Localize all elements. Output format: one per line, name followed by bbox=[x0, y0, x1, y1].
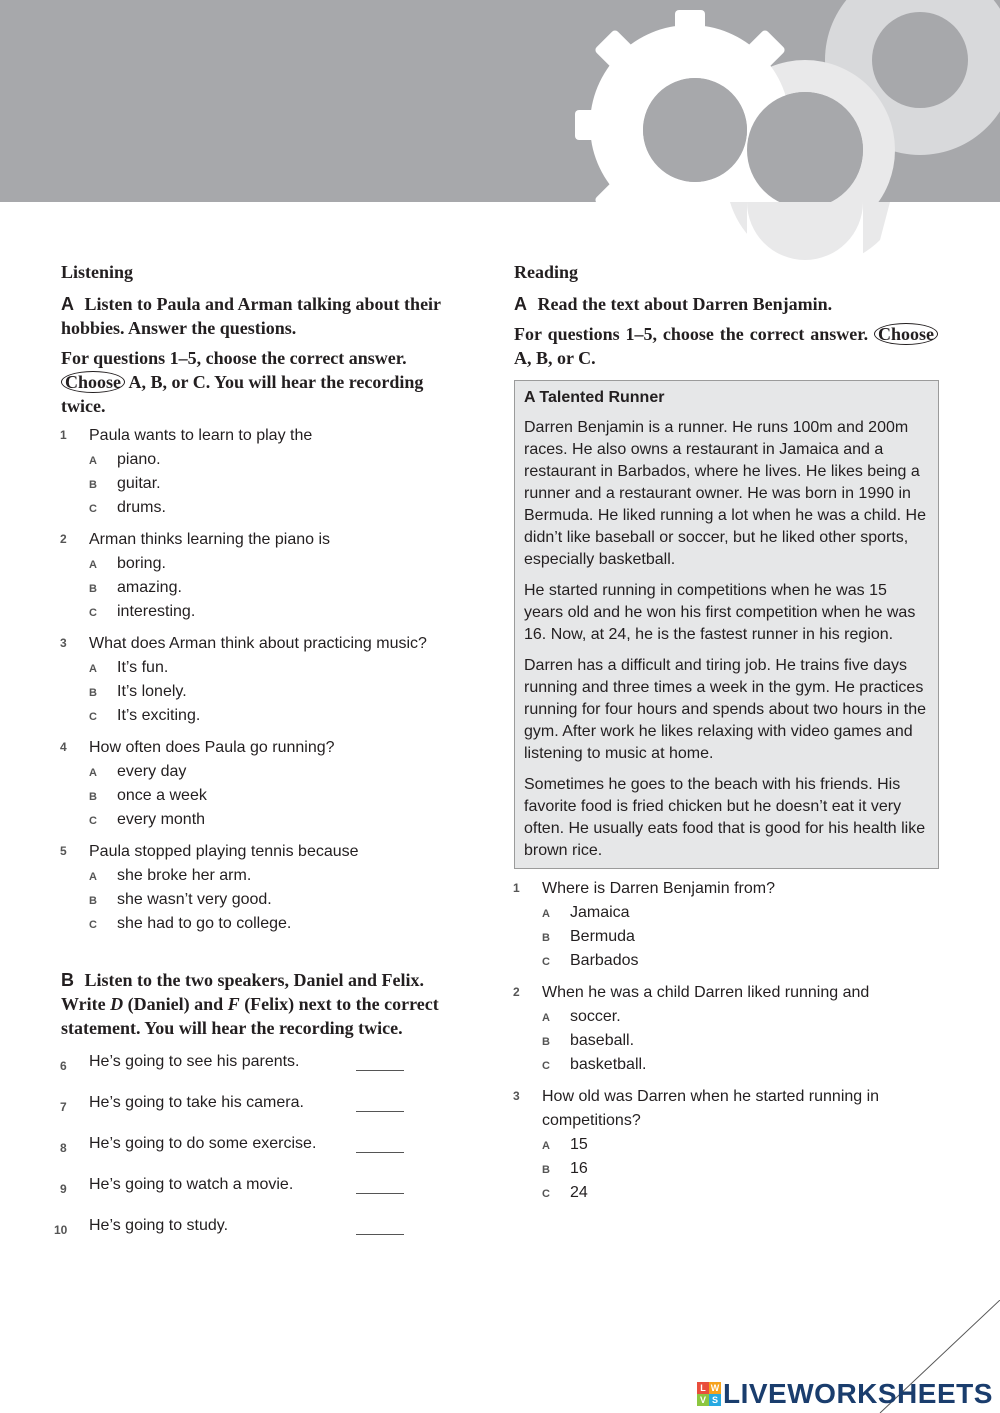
option-text: basketball. bbox=[570, 1056, 647, 1073]
question-text: How old was Darren when he started running in competitions? bbox=[542, 1088, 880, 1129]
question-text: Arman thinks learning the piano is bbox=[89, 531, 331, 548]
circled-word: Choose bbox=[874, 323, 938, 345]
question-item bbox=[61, 424, 461, 520]
option-letter: B bbox=[542, 1164, 550, 1176]
option-text: piano. bbox=[117, 451, 161, 468]
option-letter: C bbox=[89, 711, 97, 723]
option-text: drums. bbox=[117, 499, 166, 516]
option-text: 15 bbox=[570, 1136, 588, 1153]
answer-blank[interactable] bbox=[356, 1193, 404, 1194]
option-letter: C bbox=[542, 956, 550, 968]
answer-option[interactable] bbox=[61, 864, 461, 888]
option-letter: B bbox=[89, 687, 97, 699]
listening-a-instruction: A Listen to Paula and Arman talking about their hobbies. Answer the questions. bbox=[61, 294, 441, 338]
question-number: 4 bbox=[60, 740, 67, 754]
liveworksheets-watermark bbox=[697, 1378, 993, 1410]
option-text: 16 bbox=[570, 1160, 588, 1177]
option-letter: B bbox=[542, 932, 550, 944]
answer-blank[interactable] bbox=[356, 1111, 404, 1112]
question-text: Where is Darren Benjamin from? bbox=[542, 880, 775, 897]
option-letter: B bbox=[89, 479, 97, 491]
answer-option[interactable] bbox=[61, 448, 461, 472]
option-text: 24 bbox=[570, 1184, 588, 1201]
answer-option[interactable] bbox=[514, 901, 938, 925]
question-text: When he was a child Darren liked running and bbox=[542, 984, 870, 1001]
answer-blank[interactable] bbox=[356, 1152, 404, 1153]
question-number: 2 bbox=[60, 532, 67, 546]
answer-option[interactable] bbox=[61, 888, 461, 912]
option-letter: B bbox=[89, 895, 97, 907]
question-text: Paula stopped playing tennis because bbox=[89, 843, 359, 860]
answer-option[interactable] bbox=[514, 1029, 938, 1053]
answer-option[interactable] bbox=[61, 912, 461, 936]
statement-text: He’s going to do some exercise. bbox=[89, 1135, 317, 1152]
answer-option[interactable] bbox=[61, 656, 461, 680]
section-letter: B bbox=[61, 970, 74, 990]
option-letter: C bbox=[89, 503, 97, 515]
answer-option[interactable] bbox=[514, 1133, 938, 1157]
answer-option[interactable] bbox=[61, 784, 461, 808]
option-text: she wasn’t very good. bbox=[117, 891, 272, 908]
option-letter: A bbox=[89, 871, 97, 883]
question-item bbox=[514, 981, 938, 1077]
option-text: boring. bbox=[117, 555, 166, 572]
gears-decoration-icon bbox=[560, 0, 1000, 260]
listening-section bbox=[54, 260, 461, 1255]
option-text: interesting. bbox=[117, 603, 196, 620]
statement-number: 7 bbox=[60, 1100, 67, 1114]
answer-option[interactable] bbox=[61, 704, 461, 728]
reading-section bbox=[514, 260, 938, 1213]
answer-option[interactable] bbox=[514, 1005, 938, 1029]
question-number: 1 bbox=[60, 428, 67, 442]
option-text: she had to go to college. bbox=[117, 915, 292, 932]
statement-list bbox=[54, 1050, 461, 1255]
option-text: soccer. bbox=[570, 1008, 621, 1025]
option-text: Barbados bbox=[570, 952, 639, 969]
statement-row bbox=[54, 1214, 461, 1255]
reading-paragraph: Sometimes he goes to the beach with his friends. His favorite food is fried chicken but he doesn’t eat it very often. He usually eats food that is good for his health like brown rice. bbox=[524, 776, 926, 859]
listening-a-instruction-2: For questions 1–5, choose the correct answer. Choose A, B, or C. You will hear the recording twice. bbox=[61, 348, 424, 416]
statement-number: 8 bbox=[60, 1141, 67, 1155]
option-letter: A bbox=[89, 559, 97, 571]
listening-b-instruction: B Listen to the two speakers, Daniel and Felix. Write D (Daniel) and F (Felix) next to the correct statement. You will hear the recording twice. bbox=[61, 970, 439, 1038]
option-text: baseball. bbox=[570, 1032, 635, 1049]
answer-option[interactable] bbox=[514, 1053, 938, 1077]
question-text: Paula wants to learn to play the bbox=[89, 427, 313, 444]
reading-paragraph: He started running in competitions when he was 15 years old and he won his first competition when he was 16. Now, at 24, he is the fastest runner in his region. bbox=[524, 582, 916, 643]
answer-option[interactable] bbox=[61, 472, 461, 496]
statement-text: He’s going to study. bbox=[89, 1217, 229, 1234]
option-text: Jamaica bbox=[570, 904, 630, 921]
question-text: How often does Paula go running? bbox=[89, 739, 335, 756]
option-letter: C bbox=[542, 1188, 550, 1200]
answer-option[interactable] bbox=[514, 949, 938, 973]
answer-option[interactable] bbox=[514, 1181, 938, 1205]
option-text: she broke her arm. bbox=[117, 867, 252, 884]
option-text: It’s lonely. bbox=[117, 683, 187, 700]
option-letter: B bbox=[89, 583, 97, 595]
reading-a-instruction: A Read the text about Darren Benjamin. bbox=[514, 294, 833, 314]
answer-option[interactable] bbox=[514, 925, 938, 949]
question-number: 2 bbox=[513, 985, 520, 999]
option-text: amazing. bbox=[117, 579, 182, 596]
option-letter: C bbox=[89, 815, 97, 827]
answer-option[interactable] bbox=[61, 808, 461, 832]
option-text: It’s fun. bbox=[117, 659, 169, 676]
section-letter: A bbox=[61, 294, 74, 314]
option-letter: A bbox=[89, 663, 97, 675]
answer-blank[interactable] bbox=[356, 1070, 404, 1071]
question-number: 5 bbox=[60, 844, 67, 858]
answer-option[interactable] bbox=[61, 552, 461, 576]
statement-text: He’s going to watch a movie. bbox=[89, 1176, 294, 1193]
option-letter: C bbox=[89, 607, 97, 619]
option-text: guitar. bbox=[117, 475, 161, 492]
statement-row bbox=[61, 1050, 461, 1091]
circled-word: Choose bbox=[61, 371, 125, 393]
question-number: 3 bbox=[513, 1089, 520, 1103]
answer-option[interactable] bbox=[61, 576, 461, 600]
answer-option[interactable] bbox=[61, 760, 461, 784]
statement-row bbox=[61, 1173, 461, 1214]
answer-option[interactable] bbox=[61, 496, 461, 520]
listening-title: Listening bbox=[61, 262, 134, 282]
answer-blank[interactable] bbox=[356, 1234, 404, 1235]
question-item bbox=[61, 632, 461, 728]
option-letter: A bbox=[542, 1012, 550, 1024]
answer-option[interactable] bbox=[61, 600, 461, 624]
option-text: Bermuda bbox=[570, 928, 635, 945]
answer-option[interactable] bbox=[61, 680, 461, 704]
option-text: It’s exciting. bbox=[117, 707, 201, 724]
reading-paragraph: Darren has a difficult and tiring job. He trains five days running and three times a week in the gym. He practices running for four hours and spends about two hours in the gym. After work he likes relaxing with video games and listening to music at home. bbox=[524, 657, 927, 762]
reading-questions bbox=[514, 877, 938, 1213]
liveworksheets-logo-icon: L W V S bbox=[697, 1382, 721, 1406]
reading-paragraph: Darren Benjamin is a runner. He runs 100m and 200m races. He also owns a restaurant in Jamaica and a restaurant in Barbados, where he lives. He likes being a runner and a restaurant owner. He was born in 1990 in Bermuda. He liked running a lot when he was a child. He didn’t like baseball or soccer, but he liked other sports, especially basketball. bbox=[524, 419, 926, 568]
listening-questions bbox=[61, 424, 461, 944]
statement-number: 9 bbox=[60, 1182, 67, 1196]
option-letter: C bbox=[89, 919, 97, 931]
reading-a-instruction-2: For questions 1–5, choose the correct answer. Choose A, B, or C. bbox=[514, 322, 938, 370]
option-letter: B bbox=[89, 791, 97, 803]
option-text: every month bbox=[117, 811, 206, 828]
reading-text-box bbox=[514, 380, 939, 869]
option-letter: B bbox=[542, 1036, 550, 1048]
question-item bbox=[61, 528, 461, 624]
question-item bbox=[61, 736, 461, 832]
statement-number: 6 bbox=[60, 1059, 67, 1073]
question-number: 3 bbox=[60, 636, 67, 650]
option-letter: C bbox=[542, 1060, 550, 1072]
statement-row bbox=[61, 1091, 461, 1132]
question-item bbox=[61, 840, 461, 936]
watermark-text: LIVEWORKSHEETS bbox=[723, 1378, 993, 1409]
statement-text: He’s going to take his camera. bbox=[89, 1094, 304, 1111]
option-letter: A bbox=[89, 455, 97, 467]
question-number: 1 bbox=[513, 881, 520, 895]
statement-number: 10 bbox=[54, 1223, 68, 1237]
option-text: once a week bbox=[117, 787, 207, 804]
reading-box-title: A Talented Runner bbox=[524, 389, 665, 406]
section-letter: A bbox=[514, 294, 527, 314]
option-text: every day bbox=[117, 763, 187, 780]
question-text: What does Arman think about practicing music? bbox=[89, 635, 427, 652]
reading-title: Reading bbox=[514, 262, 579, 282]
answer-option[interactable] bbox=[514, 1157, 938, 1181]
question-item bbox=[514, 877, 938, 973]
statement-text: He’s going to see his parents. bbox=[89, 1053, 300, 1070]
option-letter: A bbox=[89, 767, 97, 779]
question-item bbox=[514, 1085, 938, 1205]
option-letter: A bbox=[542, 908, 550, 920]
option-letter: A bbox=[542, 1140, 550, 1152]
statement-row bbox=[61, 1132, 461, 1173]
